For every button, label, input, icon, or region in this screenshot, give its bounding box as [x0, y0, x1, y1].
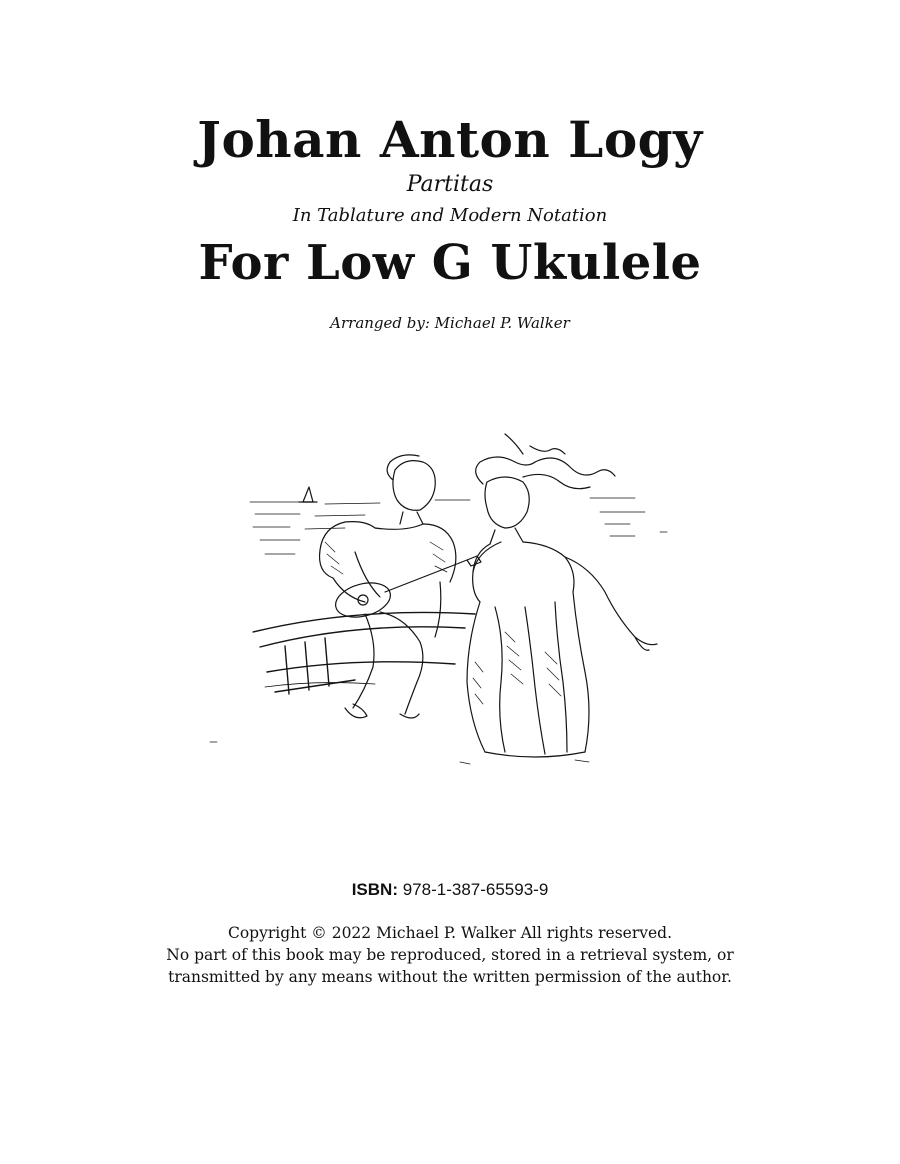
foreground: [210, 532, 667, 764]
seated-woman: [467, 434, 657, 757]
lute-player: [320, 455, 481, 718]
sea-lines: [250, 498, 645, 554]
isbn-line: [0, 878, 900, 902]
format-subtitle: In Tablature and Modern Notation: [292, 205, 608, 226]
work-title: Partitas: [406, 172, 494, 197]
composer-title: Johan Anton Logy: [197, 110, 703, 169]
isbn-value: 978-1-387-65593-9: [402, 880, 549, 899]
copyright-notice: [0, 922, 900, 988]
distant-boat: [299, 487, 317, 502]
cover-illustration: [205, 432, 675, 772]
copyright-line-3: transmitted by any means without the written permission of the author.: [168, 968, 732, 986]
boat-hull: [253, 612, 475, 694]
arranger-credit: Arranged by: Michael P. Walker: [330, 314, 570, 332]
copyright-line-1: Copyright © 2022 Michael P. Walker All rights reserved.: [227, 924, 673, 942]
isbn-label: ISBN:: [351, 880, 398, 899]
instrument-title: For Low G Ukulele: [198, 235, 702, 291]
copyright-line-2: No part of this book may be reproduced, stored in a retrieval system, or: [166, 946, 734, 964]
